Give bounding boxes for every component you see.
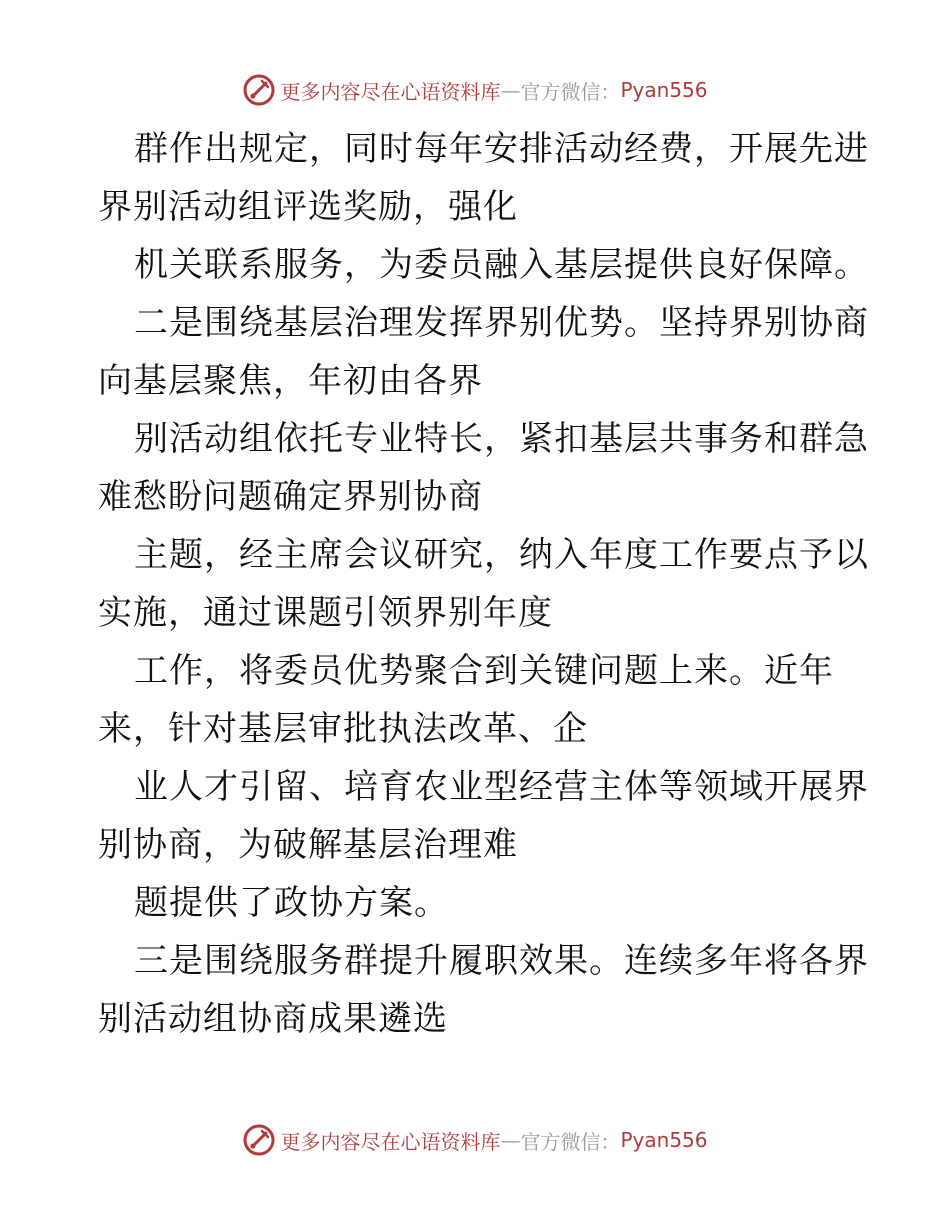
header-promo-text: 更多内容尽在心语资料库 bbox=[280, 79, 501, 104]
body-line: 群作出规定，同时每年安排活动经费，开展先进 bbox=[134, 129, 869, 169]
body-line: 别协商，为破解基层治理难 bbox=[98, 825, 518, 865]
body-line: 业人才引留、培育农业型经营主体等领域开展界 bbox=[134, 767, 869, 807]
body-line: 向基层聚焦，年初由各界 bbox=[98, 361, 483, 401]
body-line: 别活动组协商成果遴选 bbox=[98, 999, 448, 1039]
logo-icon bbox=[242, 1123, 276, 1157]
footer-promo-text: 更多内容尽在心语资料库 bbox=[280, 1129, 501, 1154]
body-line: 来，针对基层审批执法改革、企 bbox=[98, 709, 588, 749]
body-line: 难愁盼问题确定界别协商 bbox=[98, 477, 483, 517]
page-footer-banner bbox=[0, 1120, 950, 1160]
header-separator: — bbox=[500, 78, 521, 102]
logo-icon bbox=[242, 73, 276, 107]
body-line: 别活动组依托专业特长，紧扣基层共事务和群急 bbox=[134, 419, 869, 459]
header-wechat-label: 官方微信： bbox=[520, 79, 621, 104]
body-line: 题提供了政协方案。 bbox=[134, 883, 449, 923]
document-body bbox=[98, 120, 869, 1048]
body-line: 二是围绕基层治理发挥界别优势。坚持界别协商 bbox=[134, 303, 869, 343]
footer-separator: — bbox=[500, 1128, 521, 1152]
body-line: 界别活动组评选奖励，强化 bbox=[98, 187, 518, 227]
header-wechat-id: Pyan556 bbox=[620, 78, 708, 102]
footer-wechat-id: Pyan556 bbox=[620, 1128, 708, 1152]
footer-wechat-label: 官方微信： bbox=[520, 1129, 621, 1154]
body-line: 机关联系服务，为委员融入基层提供良好保障。 bbox=[134, 245, 869, 285]
body-line: 实施，通过课题引领界别年度 bbox=[98, 593, 553, 633]
page-header-banner bbox=[0, 70, 950, 110]
body-line: 工作，将委员优势聚合到关键问题上来。近年 bbox=[134, 651, 834, 691]
body-line: 三是围绕服务群提升履职效果。连续多年将各界 bbox=[134, 941, 869, 981]
body-line: 主题，经主席会议研究，纳入年度工作要点予以 bbox=[134, 535, 869, 575]
